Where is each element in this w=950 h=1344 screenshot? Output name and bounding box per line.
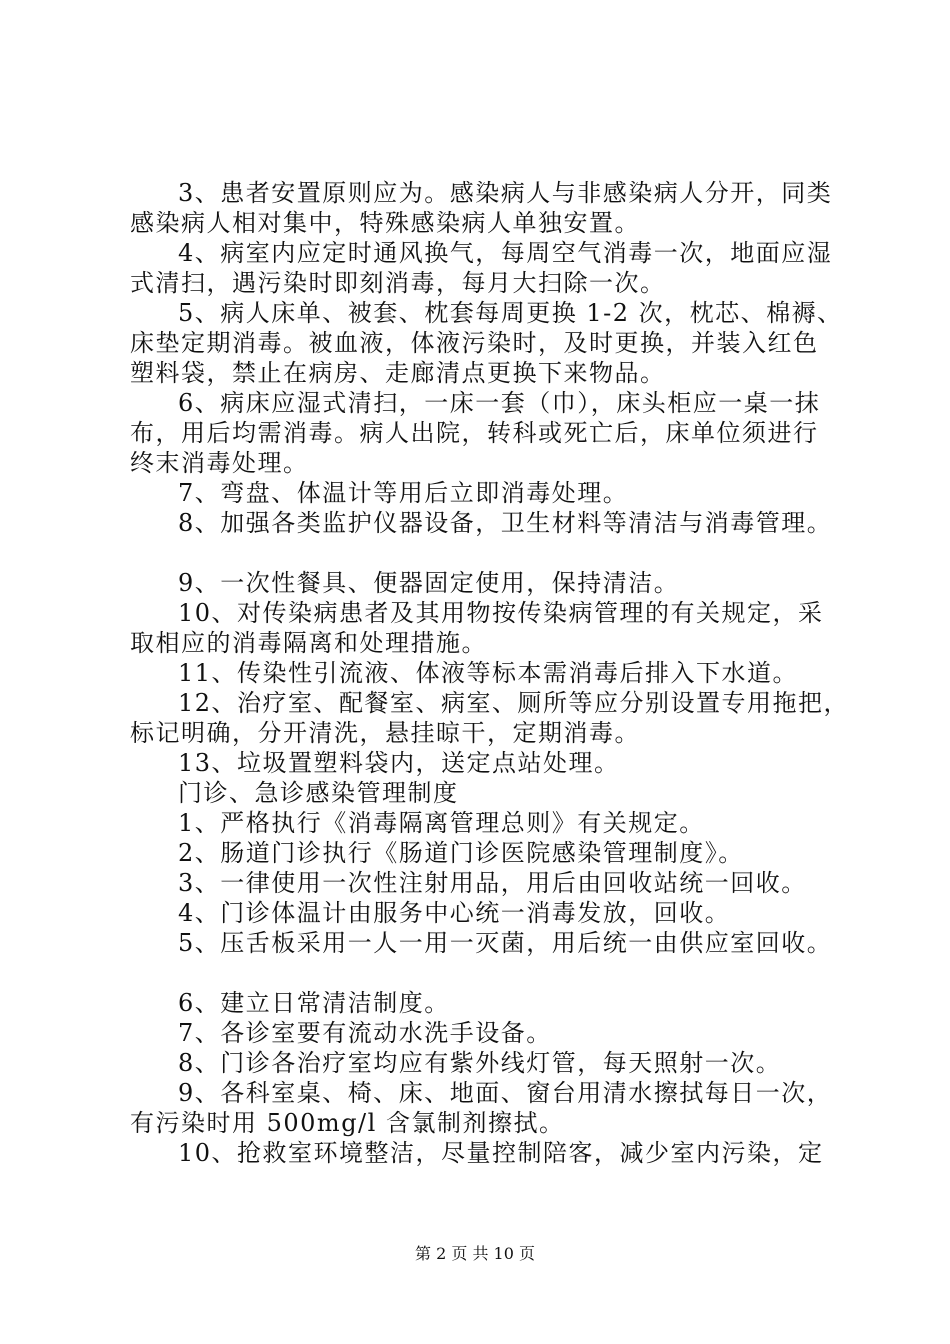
paragraph-first-line: 7、弯盘、体温计等用后立即消毒处理。 xyxy=(178,479,629,507)
paragraph-line: 终末消毒处理。 xyxy=(130,449,309,477)
paragraph-line: 取相应的消毒隔离和处理措施。 xyxy=(130,629,487,657)
paragraph-line: 床垫定期消毒。被血液，体液污染时，及时更换，并装入红色 xyxy=(130,329,819,357)
paragraph-first-line: 9、各科室桌、椅、床、地面、窗台用清水擦拭每日一次， xyxy=(178,1079,833,1107)
paragraph-first-line: 5、压舌板采用一人一用一灭菌，用后统一由供应室回收。 xyxy=(178,929,833,957)
paragraph-first-line: 3、患者安置原则应为。感染病人与非感染病人分开，同类 xyxy=(178,179,833,207)
paragraph-first-line: 12、治疗室、配餐室、病室、厕所等应分别设置专用拖把， xyxy=(178,689,850,717)
paragraph-first-line: 2、肠道门诊执行《肠道门诊医院感染管理制度》。 xyxy=(178,839,744,867)
paragraph-first-line: 13、垃圾置塑料袋内，送定点站处理。 xyxy=(178,749,620,777)
paragraph-first-line: 7、各诊室要有流动水洗手设备。 xyxy=(178,1019,552,1047)
paragraph-line: 布，用后均需消毒。病人出院，转科或死亡后，床单位须进行 xyxy=(130,419,819,447)
paragraph-first-line: 10、抢救室环境整洁，尽量控制陪客，减少室内污染，定 xyxy=(178,1139,824,1167)
paragraph-first-line: 5、病人床单、被套、枕套每周更换 1-2 次，枕芯、棉褥、 xyxy=(178,299,843,327)
paragraph-first-line: 6、病床应湿式清扫，一床一套（巾），床头柜应一桌一抹 xyxy=(178,389,821,417)
paragraph-first-line: 4、门诊体温计由服务中心统一消毒发放，回收。 xyxy=(178,899,731,927)
paragraph-line: 式清扫，遇污染时即刻消毒，每月大扫除一次。 xyxy=(130,269,666,297)
paragraph-line: 有污染时用 500mg/l 含氯制剂擦拭。 xyxy=(130,1109,565,1137)
paragraph-line: 标记明确，分开清洗，悬挂晾干，定期消毒。 xyxy=(130,719,640,747)
paragraph-first-line: 门诊、急诊感染管理制度 xyxy=(178,779,459,807)
paragraph-first-line: 9、一次性餐具、便器固定使用，保持清洁。 xyxy=(178,569,680,597)
paragraph-first-line: 6、建立日常清洁制度。 xyxy=(178,989,450,1017)
paragraph-first-line: 8、门诊各治疗室均应有紫外线灯管，每天照射一次。 xyxy=(178,1049,782,1077)
paragraph-first-line: 8、加强各类监护仪器设备，卫生材料等清洁与消毒管理。 xyxy=(178,509,833,537)
paragraph-first-line: 10、对传染病患者及其用物按传染病管理的有关规定，采 xyxy=(178,599,824,627)
paragraph-first-line: 11、传染性引流液、体液等标本需消毒后排入下水道。 xyxy=(178,659,799,687)
paragraph-first-line: 1、严格执行《消毒隔离管理总则》有关规定。 xyxy=(178,809,705,837)
paragraph-line: 塑料袋，禁止在病房、走廊清点更换下来物品。 xyxy=(130,359,666,387)
page-footer: 第 2 页 共 10 页 xyxy=(415,1244,535,1263)
paragraph-first-line: 4、病室内应定时通风换气，每周空气消毒一次，地面应湿 xyxy=(178,239,833,267)
paragraph-line: 感染病人相对集中，特殊感染病人单独安置。 xyxy=(130,209,640,237)
paragraph-first-line: 3、一律使用一次性注射用品，用后由回收站统一回收。 xyxy=(178,869,807,897)
